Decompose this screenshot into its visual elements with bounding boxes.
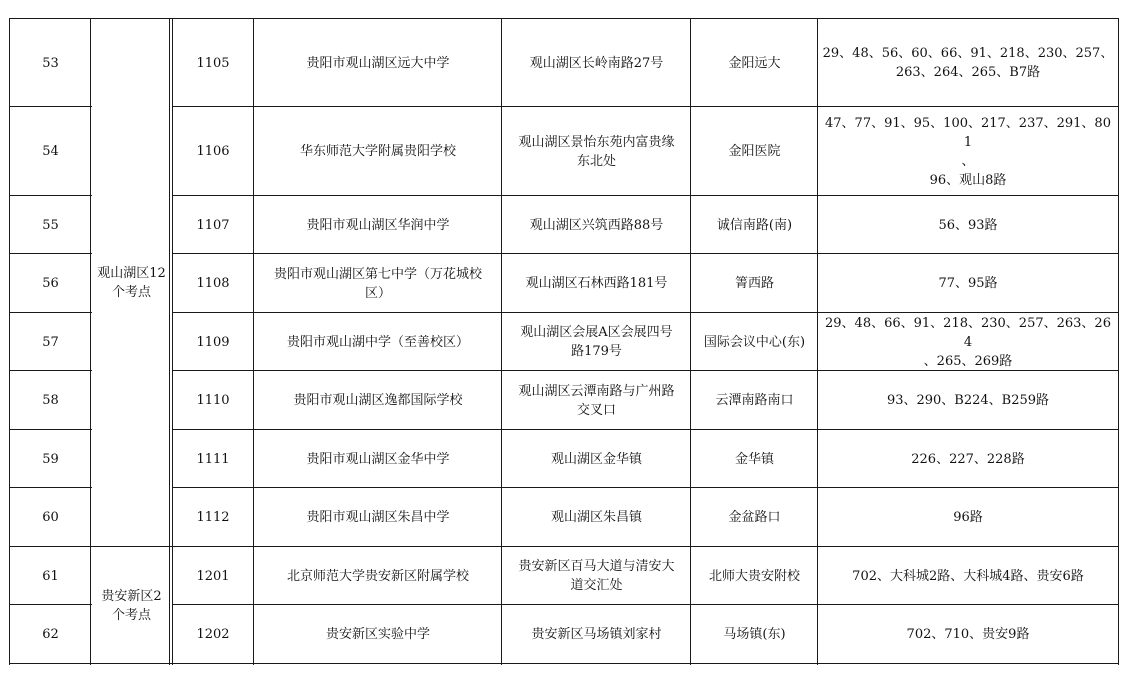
school-name: 贵安新区实验中学 [325,627,430,642]
bus-stop: 云潭南路南口 [715,393,794,408]
row-number: 56 [42,276,59,291]
school-name: 北京师范大学贵安新区附属学校 [286,568,469,584]
site-code: 1108 [196,276,230,291]
school-name: 贵阳市观山湖区第七中学（万花城校 区） [273,266,482,301]
school-name: 贵阳市观山湖区逸都国际学校 [293,393,463,408]
district-cell: 观山湖区12 个考点 [97,266,166,300]
bus-routes: 47、77、91、95、100、217、237、291、801 、 96、观山8路 [825,115,1111,188]
grid-line [690,18,691,665]
school-address: 观山湖区景怡东苑内富贵缘 东北处 [518,134,675,169]
row-number: 58 [42,393,59,408]
bus-stop: 诚信南路(南) [716,217,793,233]
grid-line [172,18,173,665]
bus-stop: 马场镇(东) [723,627,786,642]
site-code: 1106 [196,144,230,159]
bus-routes: 29、48、56、60、66、91、218、230、257、 263、264、265、B7路 [822,46,1114,80]
grid-line [172,195,1119,196]
school-address: 观山湖区兴筑西路88号 [529,217,664,233]
grid-line [9,18,10,665]
bus-routes: 96路 [953,510,983,525]
bus-stop: 金盆路口 [728,510,781,525]
site-code: 1112 [196,510,230,525]
school-name: 贵阳市观山湖区金华中学 [306,451,450,467]
bus-stop: 金阳医院 [728,144,781,159]
bus-stop: 北师大贵安附校 [708,568,800,584]
site-code: 1110 [196,393,230,408]
bus-stop: 金华镇 [734,451,774,467]
grid-line [172,312,1119,313]
school-name: 贵阳市观山湖区远大中学 [306,55,450,71]
grid-line [172,604,1119,605]
bus-routes: 93、290、B224、B259路 [886,393,1050,408]
grid-line [253,18,254,665]
school-address: 观山湖区石林西路181号 [525,276,668,291]
grid-line [10,106,92,107]
bus-routes: 29、48、66、91、218、230、257、263、264 、265、269路 [825,315,1111,369]
grid-line [10,195,92,196]
bus-routes: 702、710、贵安9路 [906,627,1030,642]
row-number: 53 [42,55,59,71]
grid-line [10,253,92,254]
bus-stop: 箐西路 [734,276,774,291]
school-address: 观山湖区朱昌镇 [550,510,642,525]
row-number: 61 [42,568,59,584]
row-number: 60 [42,510,59,525]
row-number: 59 [42,451,59,467]
school-name: 华东师范大学附属贵阳学校 [299,144,456,159]
school-name: 贵阳市观山湖区朱昌中学 [306,510,450,525]
grid-line [169,18,170,665]
site-code: 1202 [196,627,230,642]
site-code: 1111 [196,451,230,467]
bus-routes: 77、95路 [938,276,998,291]
grid-line [10,18,1119,19]
grid-line [172,253,1119,254]
grid-line [10,663,1119,664]
grid-line [501,18,502,665]
school-address: 观山湖区云潭南路与广州路 交叉口 [518,383,675,418]
school-address: 观山湖区会展A区会展四号 路179号 [520,325,673,359]
row-number: 55 [42,217,59,233]
row-number: 54 [42,144,59,159]
site-code: 1201 [196,568,230,584]
bus-routes: 702、大科城2路、大科城4路、贵安6路 [852,568,1084,584]
school-name: 贵阳市观山湖区华润中学 [306,217,450,233]
grid-line [172,429,1119,430]
bus-routes: 226、227、228路 [911,451,1025,467]
bus-stop: 国际会议中心(东) [703,334,806,350]
row-number: 57 [42,334,59,350]
bus-routes: 56、93路 [938,217,998,233]
grid-line [172,487,1119,488]
school-address: 观山湖区金华镇 [550,451,642,467]
site-code: 1105 [196,55,230,71]
school-address: 贵安新区马场镇刘家村 [531,627,662,642]
grid-line [10,429,92,430]
school-address: 观山湖区长岭南路27号 [529,55,664,71]
site-code: 1107 [196,217,230,233]
school-name: 贵阳市观山湖中学（至善校区） [286,334,469,350]
grid-line [90,18,91,665]
grid-line [10,604,92,605]
grid-line [10,312,92,313]
school-address: 贵安新区百马大道与清安大 道交汇处 [518,559,675,593]
grid-line [10,546,1119,547]
grid-line [172,106,1119,107]
district-cell: 贵安新区2 个考点 [101,588,162,623]
row-number: 62 [42,627,59,642]
grid-line [172,370,1119,371]
grid-line [1118,18,1119,665]
grid-line [10,370,92,371]
bus-stop: 金阳远大 [728,55,781,71]
grid-line [817,18,818,665]
site-code: 1109 [196,334,230,350]
grid-line [10,487,92,488]
